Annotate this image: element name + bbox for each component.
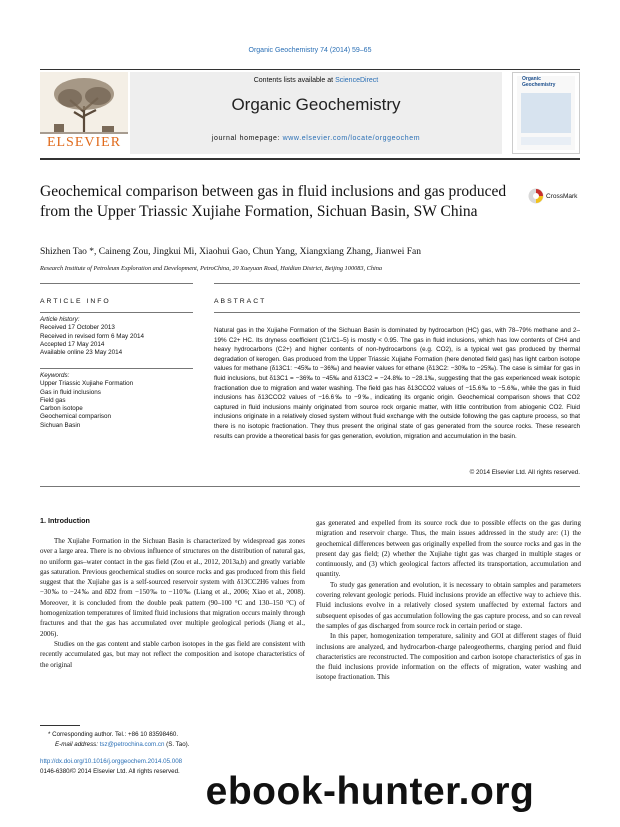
keyword-item: Gas in fluid inclusions — [40, 388, 101, 396]
homepage-prefix: journal homepage: — [211, 135, 283, 142]
watermark: ebook-hunter.org — [205, 770, 535, 813]
author-list: Shizhen Tao *, Caineng Zou, Jingkui Mi, Xiaohui Gao, Chun Yang, Xiangxiang Zhang, Jianwei Fan — [40, 247, 421, 257]
contents-prefix: Contents lists available at — [253, 77, 336, 84]
body-column-left — [40, 536, 305, 670]
crossmark-icon[interactable] — [528, 188, 544, 204]
revised-date: Received in revised form 6 May 2014 — [40, 332, 144, 340]
keyword-item: Sichuan Basin — [40, 421, 81, 429]
header-top-rule — [40, 69, 580, 70]
info-heading-rule — [40, 312, 193, 313]
email-suffix: (S. Tao). — [164, 741, 190, 748]
contents-line — [130, 77, 502, 84]
article-info-heading: ARTICLE INFO — [40, 298, 111, 305]
body-paragraph: Studies on the gas content and stable carbon isotopes in the gas field are consistent with recently accumulated gas, but may not reflect the composition and isotope characteristics of the original — [40, 639, 305, 669]
corresponding-author-note: * Corresponding author. Tel.: +86 10 83598460. — [48, 731, 179, 738]
homepage-line — [130, 135, 502, 142]
history-label: Article history: — [40, 316, 80, 323]
email-line — [55, 741, 189, 748]
info-top-rule — [40, 283, 193, 284]
body-paragraph: To study gas generation and evolution, it is necessary to obtain samples and parameters covering relevant geologic periods. Fluid inclusions provide an effective way to achieve this. Fluid inclusions evolve in a relatively closed system unaffected by external factors and subsequent episodes of gas accumulation following the gas capture process, and so can reveal the samples of gas discharged from source rock in certain period or stage. — [316, 580, 581, 630]
keyword-item: Carbon isotope — [40, 405, 83, 413]
abstract-body: Natural gas in the Xujiahe Formation of the Sichuan Basin is dominated by hydrocarbon (HC) gas, with 78–79% methane and 2–19% C2+ HC. Its dryness coefficient (C1/C1–5) is mostly < 0.95. The gas in fluid inclusions, which has low contents of CH4 and heavy hydrocarbons (C2+) and higher contents of non-hydrocarbons (e.g. CO2), is a typical wet gas produced by thermal degradation of kerogen. Gas produced from the Upper Triassic Xujiahe Formation (here denoted field gas) has light carbon isotope values for methane (δ13C1: −45‰ to −36‰) and heavier values for ethane (δ13C2: −30‰ to −25‰). The case is similar for gas in fluid inclusions, but δ13C1 = −36‰ to −45‰ and δ13C2 = −24.8‰ to −28.1‰, suggesting that the gas experienced weak isotopic fractionation due to migration and water washing. The field gas has δ13CCO2 values of −15.6‰ to −5.6‰, while the gas in fluid inclusions has δ13CCO2 values of −16.6‰ to −9‰, indicating its organic origin. Geochemical comparison shows that CO2 captured in fluid inclusions mainly originated from source rock organic matter, with little contribution from abiogenic CO2. Fluid inclusions originate in a relatively closed system without fluid exchange with the outside following the gas capture process, so that there is no isotopic fractionation. They thus present the original state of gas generated from the source rocks. These research results can provide a theoretical basis for gas generation, evolution, migration and accumulation in the basin. — [214, 327, 580, 440]
body-column-right — [316, 518, 581, 683]
keyword-item: Upper Triassic Xujiahe Formation — [40, 380, 134, 388]
body-paragraph: In this paper, homogenization temperature, salinity and GOI at different stages of fluid inclusions are analyzed, and hydrocarbon-charge paleogeotherms, charging period and fluid characteristics are reconstructed. The composition and carbon isotope characteristics of gas in the fluid inclusions provide information on the effects of migration, water washing and isotope fractionation. This — [316, 632, 581, 682]
accepted-date: Accepted 17 May 2014 — [40, 340, 105, 348]
email-label: E-mail address: — [55, 741, 100, 748]
doi-link[interactable]: http://dx.doi.org/10.1016/j.orggeochem.2014.05.008 — [40, 758, 183, 765]
online-date: Available online 23 May 2014 — [40, 349, 123, 357]
body-paragraph: gas generated and expelled from its source rock due to possible effects on the gas during migration and reservoir charge. Thus, the main issues addressed in the study are: (1) the geochemical differences between gas originally expelled from the source rocks and gas in the present day gas field; (2) whether the Xujiahe tight gas was charged in multiple stages or continuously, and (3) which geological factors affected its transportation, accumulation and quantity. — [316, 519, 581, 579]
article-title: Geochemical comparison between gas in fluid inclusions and gas produced from the Upper Triassic Xujiahe Formation, Sichuan Basin, SW China — [40, 183, 507, 220]
abstract-top-rule — [214, 283, 580, 284]
info-divider — [40, 368, 193, 369]
body-paragraph: The Xujiahe Formation in the Sichuan Basin is characterized by widespread gas zones over a large area. There is no obvious influence of structures on the distribution of natural gas, no uniform gas–water contact in the gas field (Zou et al., 2012, 2013a,b) and greatly variable gas saturation. Previous geochemical studies on source rocks and gas produced from this field suggest that the Xujiahe gas is a self-sourced reservoir system with δ13CC2H6 values from −30‰ to −24‰ and δD2 from −150‰ to −110‰ (Liang et al., 2006; Xiao et al., 2008). Moreover, it is concluded from the double peak pattern (90–100 °C and 130–150 °C) of homogenization temperatures of limited fluid inclusions that migration occurs mainly through fractures and that the gas has accumulated over multiple geological periods (Jiang et al., 2006). — [40, 537, 305, 638]
sciencedirect-link[interactable]: ScienceDirect — [335, 77, 379, 84]
abstract-heading: ABSTRACT — [214, 298, 267, 305]
journal-title: Organic Geochemistry — [231, 95, 401, 114]
author-affiliation: Research Institute of Petroleum Exploration and Development, PetroChina, 20 Xueyuan Road, Haidian District, Beijing 100083, China — [40, 265, 383, 272]
keywords-label: Keywords: — [40, 372, 70, 379]
keyword-item: Field gas — [40, 396, 66, 404]
header-bottom-rule — [40, 158, 580, 160]
keyword-item: Geochemical comparison — [40, 413, 112, 421]
article-history — [40, 316, 193, 357]
abstract-bottom-rule — [40, 486, 580, 487]
journal-citation[interactable]: Organic Geochemistry 74 (2014) 59–65 — [248, 47, 372, 54]
email-link[interactable]: tsz@petrochina.com.cn — [99, 741, 165, 748]
keywords-block — [40, 372, 193, 430]
received-date: Received 17 October 2013 — [40, 324, 115, 332]
elsevier-wordmark: ELSEVIER — [46, 135, 122, 150]
issn-line: 0146-6380/© 2014 Elsevier Ltd. All rights reserved. — [40, 768, 180, 775]
crossmark-label[interactable]: CrossMark — [546, 193, 578, 200]
homepage-link[interactable]: www.elsevier.com/locate/orggeochem — [282, 135, 421, 142]
abstract-heading-rule — [214, 312, 580, 313]
footnote-rule — [40, 725, 80, 726]
abstract-copyright: © 2014 Elsevier Ltd. All rights reserved. — [469, 469, 580, 476]
cover-title: Organic Geochemistry — [522, 76, 556, 88]
introduction-heading: 1. Introduction — [40, 516, 90, 525]
